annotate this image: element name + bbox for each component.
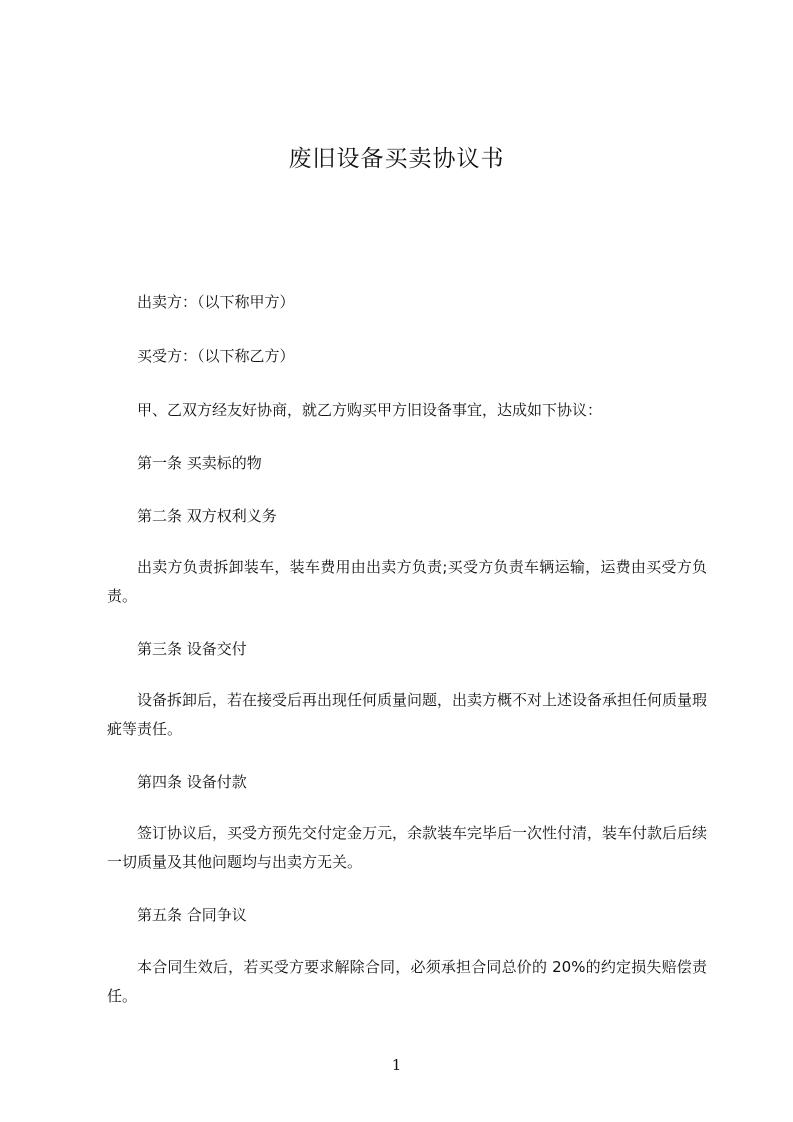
intro-paragraph: 甲、乙双方经友好协商，就乙方购买甲方旧设备事宜，达成如下协议： [137, 401, 603, 419]
article4-body: 签订协议后，买受方预先交付定金万元，余款装车完毕后一次性付清，装车付款后后续一切质量及其他问题均与出卖方无关。 [107, 824, 708, 871]
article5-body: 本合同生效后，若买受方要求解除合同，必须承担合同总价的 20%的约定损失赔偿责任。 [107, 958, 707, 1005]
page-number: 1 [391, 1056, 402, 1074]
article3-body: 设备拆卸后，若在接受后再出现任何质量问题，出卖方概不对上述设备承担任何质量瑕疵等责任。 [107, 691, 708, 738]
seller-line: 出卖方：（以下称甲方） [137, 293, 295, 311]
article5-heading: 第五条 合同争议 [137, 906, 247, 924]
article2-heading: 第二条 双方权利义务 [137, 507, 277, 525]
article4-heading: 第四条 设备付款 [137, 773, 247, 791]
article3-heading: 第三条 设备交付 [137, 640, 247, 658]
document-title: 废旧设备买卖协议书 [288, 146, 505, 172]
article2-body: 出卖方负责拆卸装车，装车费用由出卖方负责;买受方负责车辆运输，运费由买受方负责。 [107, 558, 707, 605]
buyer-line: 买受方：（以下称乙方） [137, 347, 295, 365]
article1-heading: 第一条 买卖标的物 [137, 454, 262, 472]
